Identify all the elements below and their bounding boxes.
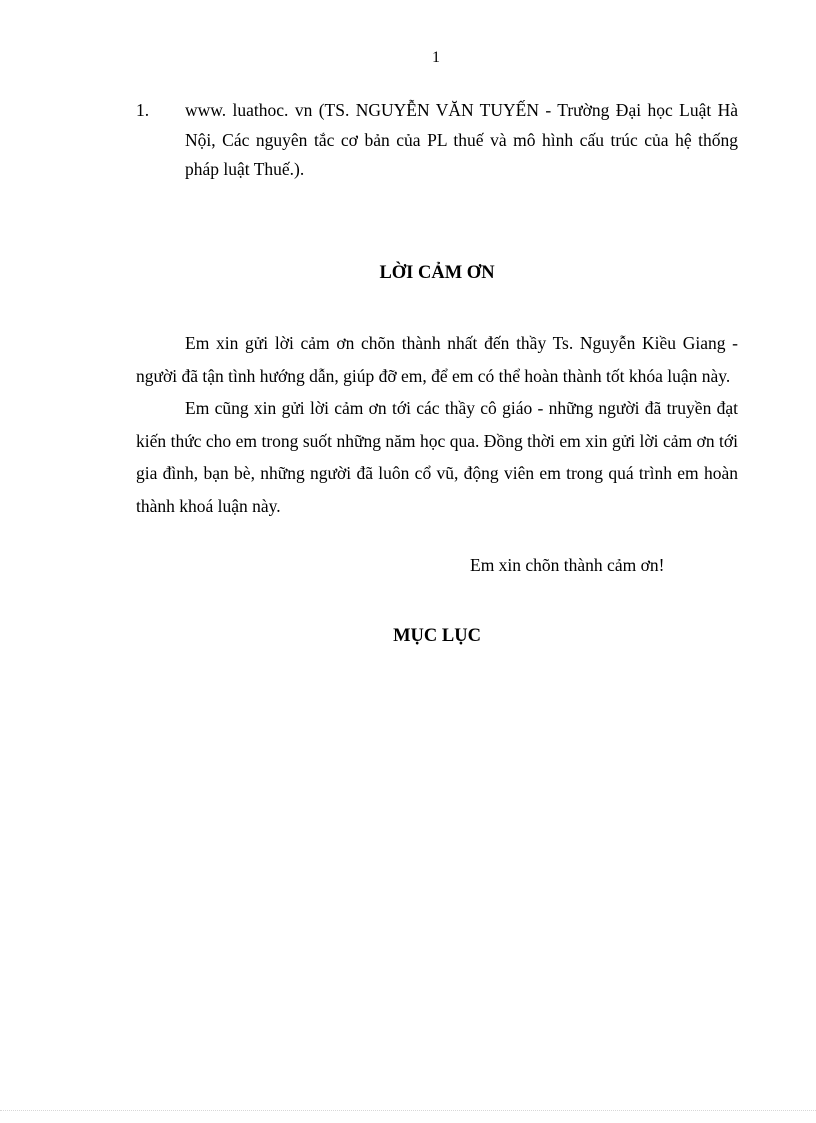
reference-text: www. luathoc. vn (TS. NGUYỄN VĂN TUYẾN - Trường Đại học Luật Hà Nội, Các nguyên tắc cơ bản của PL thuế và mô hình cấu trúc của hệ thống pháp luật Thuế.).: [185, 100, 738, 179]
acknowledgement-paragraph-2: Em cũng xin gửi lời cảm ơn tới các thầy cô giáo - những người đã truyền đạt kiến thức cho em trong suốt những năm học qua. Đồng thời em xin gửi lời cảm ơn tới gia đình, bạn bè, những người đã luôn cổ vũ, động viên em trong quá trình em hoàn thành khoá luận này.: [136, 398, 738, 516]
table-of-contents-heading: MỤC LỤC: [393, 626, 481, 646]
page-bottom-divider: [0, 1110, 816, 1111]
acknowledgement-signoff: Em xin chõn thành cảm ơn!: [470, 555, 665, 575]
page-number: 1: [432, 49, 440, 66]
acknowledgement-heading: LỜI CẢM ƠN: [379, 263, 495, 283]
reference-number: 1.: [136, 100, 150, 120]
acknowledgement-body: [136, 327, 738, 522]
acknowledgement-paragraph-1: Em xin gửi lời cảm ơn chõn thành nhất đến thầy Ts. Nguyễn Kiều Giang - người đã tận tình hướng dẫn, giúp đỡ em, để em có thể hoàn thành tốt khóa luận này.: [136, 333, 738, 386]
reference-list-item: [136, 96, 738, 185]
